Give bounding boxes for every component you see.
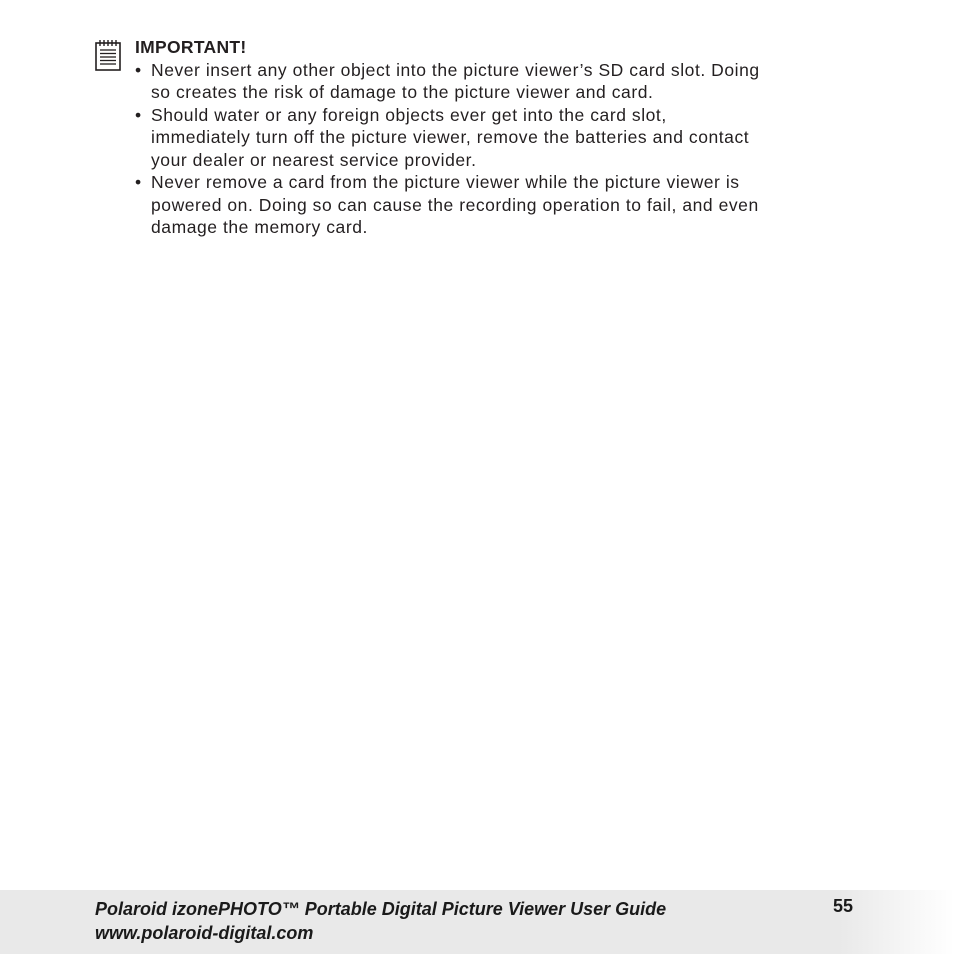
bullet-line: Never remove a card from the picture viewer while the picture viewer is	[151, 172, 740, 192]
footer-url: www.polaroid-digital.com	[95, 923, 314, 943]
bullet-line: powered on. Doing so can cause the recording operation to fail, and even	[151, 194, 759, 215]
note-bullet	[135, 59, 865, 104]
page-number: 55	[833, 896, 854, 916]
bullet-dot: •	[135, 172, 142, 192]
bullet-line: damage the memory card.	[151, 217, 368, 237]
page-footer	[0, 890, 954, 954]
important-note	[135, 36, 865, 239]
bullet-dot: •	[135, 104, 142, 125]
bullet-line: immediately turn off the picture viewer, remove the batteries and contact	[151, 127, 750, 147]
bullet-line: Should water or any foreign objects ever get into the card slot,	[151, 104, 667, 125]
note-bullet	[135, 104, 865, 172]
bullet-line: Never insert any other object into the picture viewer’s SD card slot. Doing	[151, 59, 760, 80]
footer-title: Polaroid izonePHOTO™ Portable Digital Picture Viewer User Guide	[95, 899, 667, 919]
note-bullet	[135, 171, 865, 239]
bullet-line: your dealer or nearest service provider.	[151, 149, 477, 170]
note-title: IMPORTANT!	[135, 37, 247, 57]
bullet-line: so creates the risk of damage to the picture viewer and card.	[151, 82, 654, 102]
notepad-icon	[95, 39, 121, 71]
bullet-dot: •	[135, 59, 142, 80]
